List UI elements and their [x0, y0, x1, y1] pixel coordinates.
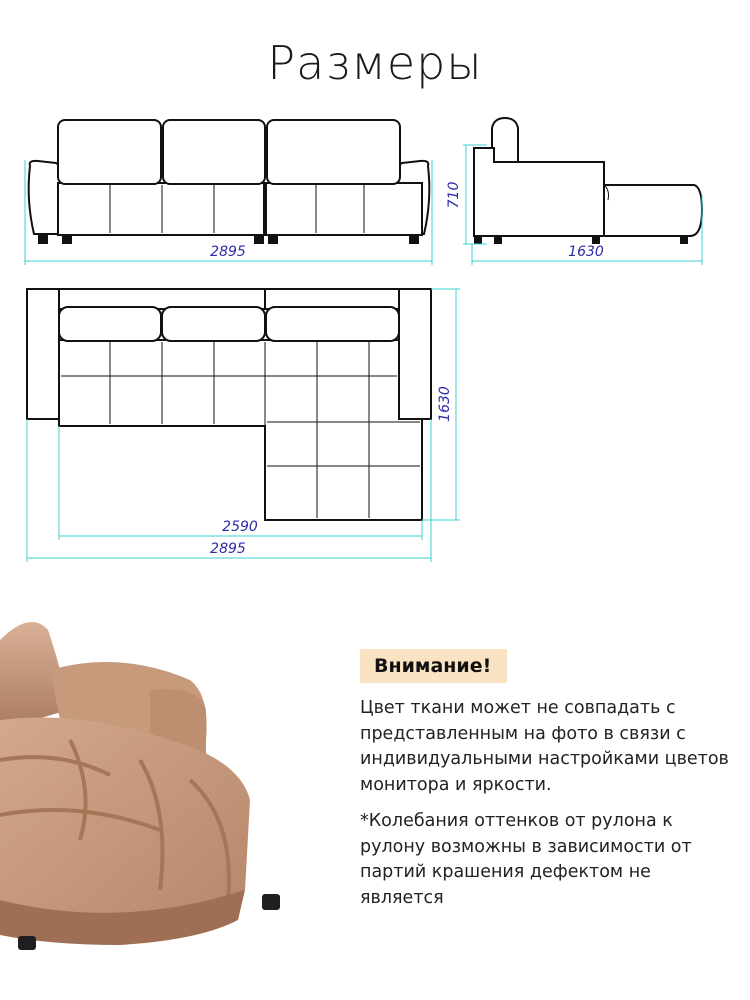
- notice-block: [360, 649, 730, 911]
- side-chaise: [604, 185, 702, 236]
- notice-text: Цвет ткани может не совпадать с представленным на фото в связи с индивидуальными настройками цветов монитора и яркости.: [360, 698, 729, 795]
- back-cushion: [163, 120, 265, 184]
- top-inner-width-label: 2590: [222, 519, 258, 535]
- top-left-armrest: [27, 289, 59, 419]
- sofa-leg: [409, 235, 419, 244]
- top-right-armrest: [399, 289, 431, 419]
- sofa-leg: [38, 235, 48, 244]
- top-back-cushion: [162, 307, 265, 341]
- notice-heading: Внимание!: [360, 649, 507, 683]
- front-view: [25, 120, 432, 265]
- top-view: [27, 289, 460, 562]
- top-back-cushion: [59, 307, 161, 341]
- front-width-label: 2895: [210, 244, 246, 260]
- seat-right: [266, 183, 422, 235]
- top-back-cushion: [266, 307, 399, 341]
- top-total-width-label: 2895: [210, 541, 246, 557]
- side-body: [474, 148, 604, 236]
- seat-left: [58, 183, 264, 235]
- back-cushion: [267, 120, 400, 184]
- sofa-photo: [0, 600, 330, 1000]
- top-depth-label: 1630: [437, 386, 453, 422]
- front-height-label: 710: [446, 181, 462, 209]
- top-seat: [59, 340, 422, 520]
- side-depth-label: 1630: [568, 244, 604, 260]
- sofa-leg: [62, 235, 72, 244]
- sofa-leg: [268, 235, 278, 244]
- sofa-leg: [254, 235, 264, 244]
- side-view: [446, 118, 702, 265]
- side-back-cushion: [492, 118, 518, 162]
- back-cushion: [58, 120, 161, 184]
- notice-footnote: *Колебания оттенков от рулона к рулону возможны в зависимости от партий крашения дефектом не является: [360, 811, 692, 908]
- left-armrest: [29, 161, 60, 234]
- page-title: Размеры: [267, 36, 483, 90]
